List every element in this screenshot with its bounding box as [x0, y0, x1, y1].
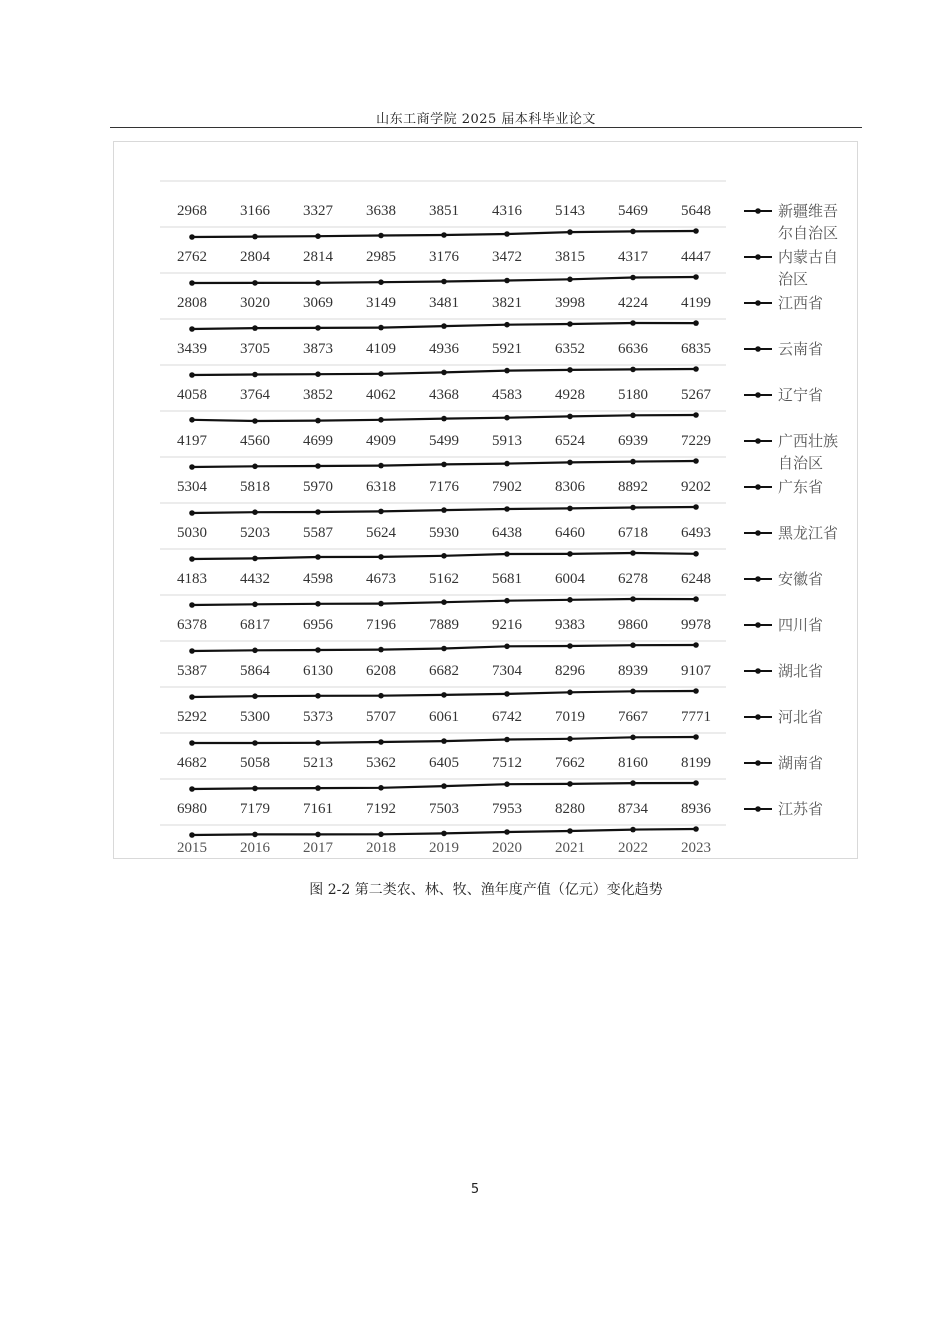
data-point	[441, 738, 447, 744]
data-point	[315, 693, 321, 699]
data-label: 5624	[366, 525, 396, 541]
data-point	[693, 551, 699, 557]
page-header: 山东工商学院 2025 届本科毕业论文	[376, 112, 596, 127]
data-label: 3327	[303, 203, 333, 219]
data-point	[189, 280, 195, 286]
legend-marker	[755, 668, 761, 674]
data-point	[189, 326, 195, 332]
data-point	[693, 780, 699, 786]
data-point	[441, 279, 447, 285]
x-tick-label: 2021	[555, 840, 585, 856]
data-point	[441, 692, 447, 698]
data-label: 4317	[618, 249, 648, 265]
data-point	[441, 553, 447, 559]
data-label: 3069	[303, 295, 333, 311]
data-point	[567, 321, 573, 327]
figure-caption: 图 2-2 第二类农、林、牧、渔年度产值（亿元）变化趋势	[309, 882, 663, 898]
data-label: 5913	[492, 433, 522, 449]
data-point	[189, 372, 195, 378]
data-point	[630, 689, 636, 695]
data-label: 5387	[177, 663, 207, 679]
data-point	[693, 688, 699, 694]
data-point	[567, 277, 573, 283]
data-point	[378, 739, 384, 745]
data-point	[378, 832, 384, 838]
data-label: 5030	[177, 525, 207, 541]
data-point	[504, 368, 510, 374]
data-label: 7192	[366, 801, 396, 817]
data-point	[378, 554, 384, 560]
data-point	[567, 414, 573, 420]
data-label: 4183	[177, 571, 207, 587]
data-point	[252, 280, 258, 286]
data-label: 6352	[555, 341, 585, 357]
x-tick-label: 2022	[618, 840, 648, 856]
data-point	[630, 320, 636, 326]
data-label: 3821	[492, 295, 522, 311]
data-point	[189, 556, 195, 562]
x-tick-label: 2018	[366, 840, 396, 856]
data-point	[189, 694, 195, 700]
data-point	[630, 229, 636, 235]
legend-marker	[755, 576, 761, 582]
legend-marker	[755, 208, 761, 214]
header-rule	[110, 127, 862, 128]
data-point	[441, 416, 447, 422]
data-label: 6493	[681, 525, 711, 541]
data-label: 5143	[555, 203, 585, 219]
legend-label: 安徽省	[778, 570, 824, 588]
data-point	[567, 551, 573, 557]
data-point	[693, 412, 699, 418]
data-point	[504, 506, 510, 512]
data-label: 3851	[429, 203, 459, 219]
legend-marker	[755, 760, 761, 766]
data-point	[189, 832, 195, 838]
data-point	[504, 231, 510, 237]
data-point	[693, 826, 699, 832]
data-label: 6318	[366, 479, 396, 495]
data-label: 3764	[240, 387, 270, 403]
data-point	[252, 786, 258, 792]
data-point	[441, 646, 447, 652]
legend-label: 辽宁省	[778, 386, 824, 404]
data-label: 6524	[555, 433, 585, 449]
data-label: 5587	[303, 525, 333, 541]
data-point	[441, 232, 447, 238]
data-point	[315, 740, 321, 746]
data-label: 9202	[681, 479, 711, 495]
data-point	[315, 647, 321, 653]
legend-marker	[755, 622, 761, 628]
data-label: 7019	[555, 709, 585, 725]
legend-label: 内蒙古自	[778, 248, 839, 266]
data-point	[378, 693, 384, 699]
data-point	[693, 228, 699, 234]
data-label: 3020	[240, 295, 270, 311]
legend-label: 湖南省	[778, 754, 824, 772]
data-label: 5292	[177, 709, 207, 725]
legend-label: 云南省	[778, 340, 824, 358]
data-point	[504, 737, 510, 743]
data-point	[252, 234, 258, 240]
data-label: 3815	[555, 249, 585, 265]
data-point	[504, 781, 510, 787]
data-point	[315, 509, 321, 515]
data-label: 4058	[177, 387, 207, 403]
data-label: 8160	[618, 755, 648, 771]
data-label: 5203	[240, 525, 270, 541]
data-label: 4432	[240, 571, 270, 587]
data-label: 7229	[681, 433, 711, 449]
data-label: 5213	[303, 755, 333, 771]
data-point	[693, 320, 699, 326]
data-label: 4583	[492, 387, 522, 403]
data-label: 3873	[303, 341, 333, 357]
data-label: 8734	[618, 801, 648, 817]
data-label: 6248	[681, 571, 711, 587]
page-number: 5	[470, 1182, 480, 1197]
data-label: 5058	[240, 755, 270, 771]
data-label: 4560	[240, 433, 270, 449]
data-point	[693, 734, 699, 740]
data-point	[441, 599, 447, 605]
data-label: 7902	[492, 479, 522, 495]
data-label: 9216	[492, 617, 522, 633]
data-point	[189, 740, 195, 746]
data-point	[189, 648, 195, 654]
data-point	[189, 510, 195, 516]
data-point	[252, 648, 258, 654]
legend-marker	[755, 530, 761, 536]
data-point	[189, 234, 195, 240]
data-point	[252, 509, 258, 515]
data-label: 5300	[240, 709, 270, 725]
data-label: 3852	[303, 387, 333, 403]
data-label: 7304	[492, 663, 522, 679]
data-label: 7179	[240, 801, 270, 817]
data-label: 7667	[618, 709, 648, 725]
x-tick-label: 2023	[681, 840, 711, 856]
data-label: 6718	[618, 525, 648, 541]
data-point	[378, 325, 384, 331]
data-label: 5707	[366, 709, 396, 725]
data-label: 6130	[303, 663, 333, 679]
data-label: 2762	[177, 249, 207, 265]
data-label: 6980	[177, 801, 207, 817]
data-label: 7662	[555, 755, 585, 771]
data-label: 4199	[681, 295, 711, 311]
legend-label: 江苏省	[778, 800, 824, 818]
legend-marker	[755, 254, 761, 260]
legend-label: 广东省	[778, 478, 824, 496]
data-label: 8936	[681, 801, 711, 817]
data-point	[252, 325, 258, 331]
data-label: 6460	[555, 525, 585, 541]
data-label: 6636	[618, 341, 648, 357]
data-label: 4928	[555, 387, 585, 403]
data-label: 5362	[366, 755, 396, 771]
data-point	[504, 322, 510, 328]
data-point	[252, 740, 258, 746]
data-point	[567, 828, 573, 834]
data-point	[441, 370, 447, 376]
data-label: 5304	[177, 479, 207, 495]
data-label: 8296	[555, 663, 585, 679]
data-label: 6742	[492, 709, 522, 725]
data-label: 2814	[303, 249, 333, 265]
legend-marker	[755, 714, 761, 720]
data-label: 4109	[366, 341, 396, 357]
legend-label: 新疆维吾	[778, 202, 839, 220]
data-point	[315, 832, 321, 838]
data-point	[252, 693, 258, 699]
x-tick-label: 2016	[240, 840, 270, 856]
legend-label: 尔自治区	[778, 224, 839, 242]
legend-marker	[755, 300, 761, 306]
data-label: 4673	[366, 571, 396, 587]
data-label: 6956	[303, 617, 333, 633]
data-label: 6061	[429, 709, 459, 725]
data-point	[693, 458, 699, 464]
data-label: 9107	[681, 663, 711, 679]
data-point	[567, 460, 573, 466]
data-point	[441, 462, 447, 468]
data-label: 4368	[429, 387, 459, 403]
data-point	[315, 785, 321, 791]
data-point	[378, 463, 384, 469]
legend-label: 广西壮族	[778, 432, 839, 450]
data-point	[378, 233, 384, 239]
data-point	[693, 596, 699, 602]
data-label: 2968	[177, 203, 207, 219]
data-label: 6004	[555, 571, 585, 587]
data-point	[189, 464, 195, 470]
data-point	[504, 278, 510, 284]
data-point	[315, 371, 321, 377]
data-point	[567, 229, 573, 235]
data-point	[630, 827, 636, 833]
data-label: 3638	[366, 203, 396, 219]
data-point	[504, 829, 510, 835]
data-point	[315, 233, 321, 239]
data-point	[567, 367, 573, 373]
data-point	[315, 601, 321, 607]
data-point	[693, 504, 699, 510]
data-label: 8306	[555, 479, 585, 495]
data-point	[189, 602, 195, 608]
data-label: 4682	[177, 755, 207, 771]
data-label: 5162	[429, 571, 459, 587]
data-point	[441, 507, 447, 513]
legend-label: 四川省	[778, 616, 824, 634]
data-point	[378, 647, 384, 653]
data-label: 9978	[681, 617, 711, 633]
data-label: 4598	[303, 571, 333, 587]
data-point	[378, 371, 384, 377]
x-tick-label: 2015	[177, 840, 207, 856]
data-point	[630, 505, 636, 511]
legend-label: 治区	[778, 270, 809, 288]
data-label: 9383	[555, 617, 585, 633]
data-point	[630, 642, 636, 648]
data-label: 9860	[618, 617, 648, 633]
legend-label: 江西省	[778, 294, 824, 312]
data-point	[504, 551, 510, 557]
data-point	[252, 832, 258, 838]
data-label: 8280	[555, 801, 585, 817]
data-label: 3166	[240, 203, 270, 219]
data-label: 5469	[618, 203, 648, 219]
data-point	[441, 783, 447, 789]
data-label: 3705	[240, 341, 270, 357]
data-label: 3472	[492, 249, 522, 265]
data-label: 5267	[681, 387, 711, 403]
chart-frame	[113, 141, 858, 859]
line-chart	[114, 142, 859, 860]
data-label: 4699	[303, 433, 333, 449]
data-point	[630, 459, 636, 465]
legend-marker	[755, 346, 761, 352]
data-point	[630, 275, 636, 281]
data-point	[630, 413, 636, 419]
data-label: 5499	[429, 433, 459, 449]
data-label: 7512	[492, 755, 522, 771]
data-label: 2804	[240, 249, 270, 265]
data-label: 5818	[240, 479, 270, 495]
data-point	[693, 642, 699, 648]
legend-marker	[755, 392, 761, 398]
data-label: 4909	[366, 433, 396, 449]
data-point	[630, 550, 636, 556]
data-point	[693, 274, 699, 280]
data-point	[630, 735, 636, 741]
data-label: 3176	[429, 249, 459, 265]
data-point	[693, 366, 699, 372]
legend-marker	[755, 484, 761, 490]
data-label: 3439	[177, 341, 207, 357]
data-label: 4224	[618, 295, 648, 311]
data-point	[252, 556, 258, 562]
data-label: 4062	[366, 387, 396, 403]
data-label: 5970	[303, 479, 333, 495]
data-label: 7953	[492, 801, 522, 817]
data-point	[567, 506, 573, 512]
data-label: 8939	[618, 663, 648, 679]
data-point	[441, 831, 447, 837]
data-label: 5930	[429, 525, 459, 541]
legend-label: 河北省	[778, 708, 824, 726]
data-point	[630, 367, 636, 373]
data-label: 8199	[681, 755, 711, 771]
data-label: 5648	[681, 203, 711, 219]
data-label: 7503	[429, 801, 459, 817]
data-label: 6682	[429, 663, 459, 679]
data-point	[378, 417, 384, 423]
data-point	[504, 691, 510, 697]
x-tick-label: 2019	[429, 840, 459, 856]
data-point	[504, 598, 510, 604]
data-label: 7196	[366, 617, 396, 633]
data-point	[441, 323, 447, 329]
data-point	[252, 464, 258, 470]
data-point	[252, 602, 258, 608]
data-label: 6939	[618, 433, 648, 449]
data-point	[567, 781, 573, 787]
data-label: 5373	[303, 709, 333, 725]
data-label: 4936	[429, 341, 459, 357]
data-point	[567, 597, 573, 603]
data-point	[504, 415, 510, 421]
data-point	[504, 461, 510, 467]
data-label: 2808	[177, 295, 207, 311]
data-label: 5864	[240, 663, 270, 679]
data-point	[315, 463, 321, 469]
data-label: 3149	[366, 295, 396, 311]
data-label: 5180	[618, 387, 648, 403]
data-label: 6817	[240, 617, 270, 633]
data-label: 7161	[303, 801, 333, 817]
data-label: 7176	[429, 479, 459, 495]
data-label: 7889	[429, 617, 459, 633]
data-label: 3998	[555, 295, 585, 311]
data-point	[378, 601, 384, 607]
data-label: 6378	[177, 617, 207, 633]
data-point	[504, 644, 510, 650]
data-point	[189, 786, 195, 792]
data-label: 4316	[492, 203, 522, 219]
x-tick-label: 2020	[492, 840, 522, 856]
data-label: 5921	[492, 341, 522, 357]
legend-label: 自治区	[778, 454, 824, 472]
data-point	[252, 372, 258, 378]
legend-marker	[755, 806, 761, 812]
data-point	[189, 417, 195, 423]
data-label: 6438	[492, 525, 522, 541]
data-point	[378, 509, 384, 515]
legend-marker	[755, 438, 761, 444]
data-label: 6208	[366, 663, 396, 679]
x-tick-label: 2017	[303, 840, 333, 856]
data-point	[378, 279, 384, 285]
data-point	[315, 554, 321, 560]
data-point	[567, 643, 573, 649]
data-point	[315, 280, 321, 286]
data-label: 5681	[492, 571, 522, 587]
data-point	[315, 325, 321, 331]
data-label: 6405	[429, 755, 459, 771]
data-label: 2985	[366, 249, 396, 265]
data-label: 4447	[681, 249, 711, 265]
data-point	[630, 596, 636, 602]
data-label: 8892	[618, 479, 648, 495]
legend-label: 黑龙江省	[778, 524, 839, 542]
legend-label: 湖北省	[778, 662, 824, 680]
data-label: 7771	[681, 709, 711, 725]
data-point	[252, 418, 258, 424]
data-label: 6278	[618, 571, 648, 587]
data-label: 4197	[177, 433, 207, 449]
data-point	[378, 785, 384, 791]
data-label: 6835	[681, 341, 711, 357]
data-label: 3481	[429, 295, 459, 311]
data-point	[315, 418, 321, 424]
data-point	[630, 780, 636, 786]
data-point	[567, 690, 573, 696]
data-point	[567, 736, 573, 742]
